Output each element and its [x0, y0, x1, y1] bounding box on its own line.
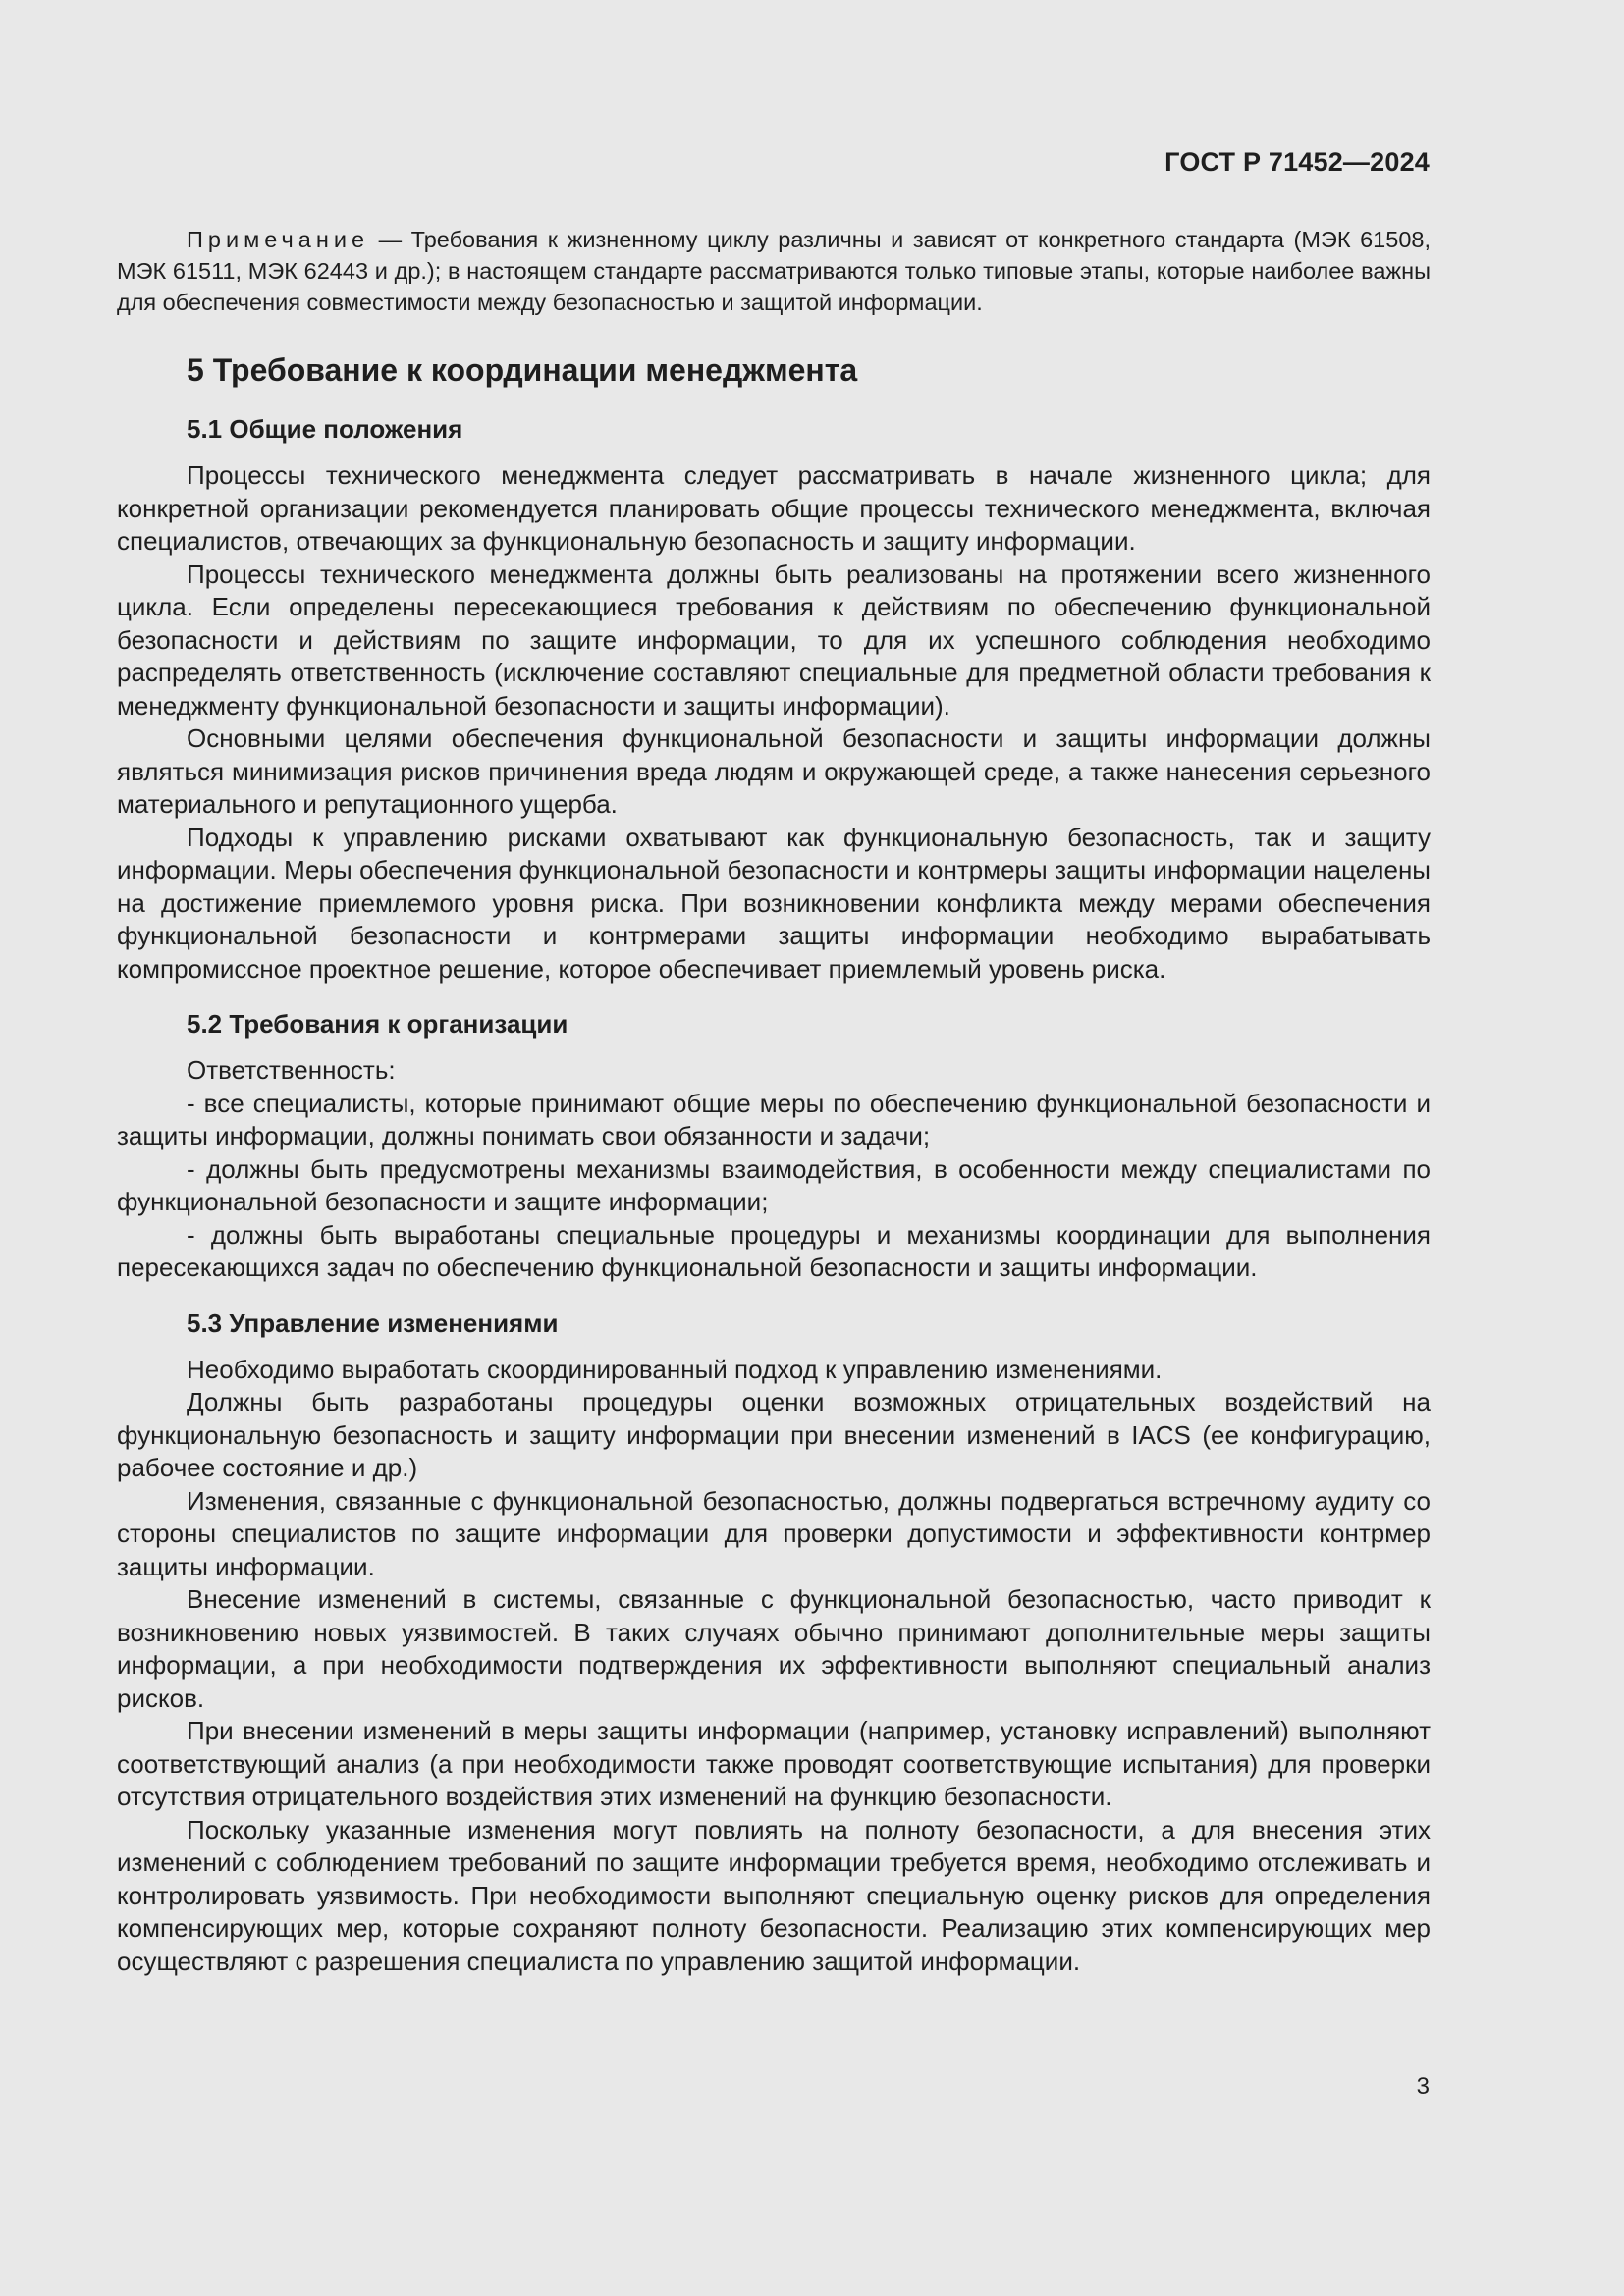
- document-code-header: ГОСТ Р 71452—2024: [1164, 147, 1430, 177]
- paragraph: Процессы технического менеджмента должны быть реализованы на протяжении всего жизненного цикла. Если определены пересекающиеся требования к действиям по обеспечению функциональной безопасности и действиям по защите информации, то для их успешного соблюдения необходимо распределять ответственность (исключение составляют специальные для предметной области требования к менеджменту функциональной безопасности и защиты информации).: [117, 559, 1431, 721]
- list-item: - все специалисты, которые принимают общие меры по обеспечению функциональной безопасности и защиты информации, должны понимать свои обязанности и задачи;: [117, 1088, 1431, 1150]
- paragraph: Внесение изменений в системы, связанные с функциональной безопасностью, часто приводит к возникновению новых уязвимостей. В таких случаях обычно принимают дополнительные меры защиты информации, а при необходимости подтверждения их эффективности выполняют специальный анализ рисков.: [117, 1584, 1431, 1713]
- section-5-1-heading: 5.1 Общие положения: [187, 414, 463, 444]
- paragraph: Подходы к управлению рисками охватывают как функциональную безопасность, так и защиту информации. Меры обеспечения функциональной безопасности и контрмеры защиты информации нацелены на достижение приемлемого уровня риска. При возникновении конфликта между мерами обеспечения функциональной безопасности и контрмерами защиты информации необходимо вырабатывать компромиссное проектное решение, которое обеспечивает приемлемый уровень риска.: [117, 822, 1431, 984]
- section-5-heading: 5 Требование к координации менеджмента: [187, 352, 858, 388]
- list-item: - должны быть выработаны специальные процедуры и механизмы координации для выполнения пересекающихся задач по обеспечению функциональной безопасности и защиты информации.: [117, 1219, 1431, 1282]
- paragraph: Необходимо выработать скоординированный подход к управлению изменениями.: [187, 1354, 1163, 1384]
- note-paragraph: [117, 224, 1431, 318]
- paragraph: Процессы технического менеджмента следует рассматривать в начале жизненного цикла; для конкретной организации рекомендуется планировать общие процессы технического менеджмента, включая специалистов, отвечающих за функциональную безопасность и защиту информации.: [117, 460, 1431, 556]
- paragraph: При внесении изменений в меры защиты информации (например, установку исправлений) выполняют соответствующий анализ (а при необходимости также проводят соответствующие испытания) для проверки отсутствия отрицательного воздействия этих изменений на функцию безопасности.: [117, 1716, 1431, 1811]
- paragraph: Должны быть разработаны процедуры оценки возможных отрицательных воздействий на функциональную безопасность и защиту информации при внесении изменений в IACS (ее конфигурацию, рабочее состояние и др.): [117, 1387, 1431, 1482]
- paragraph: Основными целями обеспечения функциональной безопасности и защиты информации должны являться минимизация рисков причинения вреда людям и окружающей среде, а также нанесения серьезного материального и репутационного ущерба.: [117, 723, 1431, 819]
- note-text: — Требования к жизненному циклу различны и зависят от конкретного стандарта (МЭК 61508, МЭК 61511, МЭК 62443 и др.); в настоящем стандарте рассматриваются только типовые этапы, которые наиболее важны для обеспечения совместимости между безопасностью и защитой информации.: [117, 227, 1431, 315]
- page-content: [117, 224, 1431, 1978]
- paragraph: Ответственность:: [187, 1055, 396, 1085]
- page-number: 3: [1416, 2073, 1430, 2100]
- section-5-2-heading: 5.2 Требования к организации: [187, 1009, 568, 1039]
- paragraph: Изменения, связанные с функциональной безопасностью, должны подвергаться встречному аудиту со стороны специалистов по защите информации для проверки допустимости и эффективности контрмер защиты информации.: [117, 1485, 1431, 1581]
- section-5-3-heading: 5.3 Управление изменениями: [187, 1308, 559, 1338]
- list-item: - должны быть предусмотрены механизмы взаимодействия, в особенности между специалистами по функциональной безопасности и защите информации;: [117, 1153, 1431, 1216]
- paragraph: Поскольку указанные изменения могут повлиять на полноту безопасности, а для внесения этих изменений с соблюдением требований по защите информации требуется время, необходимо отслеживать и контролировать уязвимость. При необходимости выполняют специальную оценку рисков для определения компенсирующих мер, которые сохраняют полноту безопасности. Реализацию этих компенсирующих мер осуществляют с разрешения специалиста по управлению защитой информации.: [117, 1814, 1431, 1976]
- note-label: Примечание: [187, 227, 370, 252]
